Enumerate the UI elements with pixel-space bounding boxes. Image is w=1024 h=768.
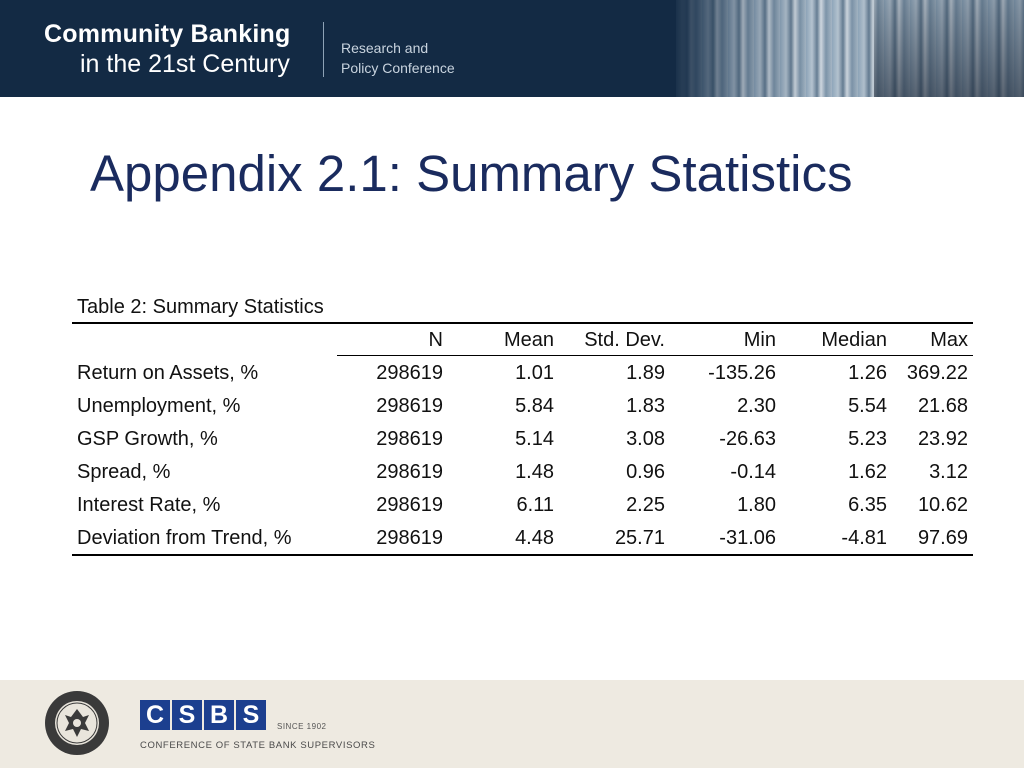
table-cell: 21.68 (917, 395, 968, 417)
column-header: N (428, 329, 443, 351)
table-cell: -31.06 (719, 527, 776, 549)
brand-subtitle: in the 21st Century (80, 50, 290, 78)
table-cell: 5.23 (848, 428, 887, 450)
table-cell: 6.11 (516, 494, 554, 516)
table-cell: 23.92 (917, 428, 968, 450)
table-cell: 1.01 (515, 362, 554, 384)
column-header: Max (930, 329, 968, 351)
csbs-logo-letter: B (204, 700, 234, 730)
table-caption: Table 2: Summary Statistics (77, 296, 324, 318)
csbs-logo-letter: S (172, 700, 202, 730)
header-banner (0, 0, 1024, 97)
brand-title: Community Banking (44, 20, 291, 48)
table-cell: -26.63 (719, 428, 776, 450)
federal-reserve-seal-icon (43, 689, 111, 757)
summary-statistics-table (72, 324, 973, 555)
table-cell: 1.62 (848, 461, 887, 483)
table-cell: -135.26 (708, 362, 776, 384)
table-cell: 25.71 (614, 527, 665, 549)
table-cell: 298619 (376, 362, 443, 384)
column-header: Std. Dev. (584, 329, 665, 351)
table-row (72, 522, 973, 555)
table-cell: 5.14 (515, 428, 554, 450)
table-cell: 369.22 (906, 362, 968, 384)
table-cell: 5.54 (848, 395, 887, 417)
table-cell: 6.35 (848, 494, 887, 516)
table-cell: 4.48 (515, 527, 554, 549)
table-cell: 298619 (376, 395, 443, 417)
table-header-row (72, 324, 973, 357)
table-cell: 2.25 (626, 494, 665, 516)
table-row (72, 456, 973, 489)
table-cell: 298619 (376, 461, 443, 483)
column-header: Median (821, 329, 887, 351)
table-cell: 5.84 (515, 395, 554, 417)
conference-line-1: Research and (341, 40, 429, 56)
table-cell: 1.89 (626, 362, 665, 384)
column-header: Mean (503, 329, 554, 351)
page-title: Appendix 2.1: Summary Statistics (90, 145, 853, 202)
table-bottom-rule (72, 554, 973, 556)
table-row (72, 390, 973, 423)
column-header: Min (743, 329, 776, 351)
table-cell: 1.80 (737, 494, 776, 516)
row-label: Spread, % (77, 461, 171, 483)
table-cell: 1.48 (515, 461, 554, 483)
row-label: Deviation from Trend, % (77, 527, 292, 549)
table-cell: 298619 (376, 527, 443, 549)
table-row (72, 489, 973, 522)
row-label: Interest Rate, % (77, 494, 221, 516)
brand-divider (323, 22, 324, 77)
csbs-since-text: SINCE 1902 (277, 722, 327, 731)
table-cell: 1.26 (848, 362, 887, 384)
table-cell: 0.96 (626, 461, 665, 483)
table-cell: 3.12 (929, 461, 968, 483)
row-label: GSP Growth, % (77, 428, 218, 450)
row-label: Unemployment, % (77, 395, 241, 417)
table-row (72, 423, 973, 456)
csbs-logo-letter: C (140, 700, 170, 730)
table-cell: 2.30 (737, 395, 776, 417)
row-label: Return on Assets, % (77, 362, 259, 384)
table-row (72, 357, 973, 390)
csbs-logo-letter: S (236, 700, 266, 730)
table-cell: 10.62 (917, 494, 968, 516)
table-cell: 298619 (376, 428, 443, 450)
header-blank (72, 324, 337, 357)
table-cell: 3.08 (626, 428, 665, 450)
table-cell: -4.81 (841, 527, 887, 549)
table-cell: 298619 (376, 494, 443, 516)
banner-building-photo (676, 0, 1024, 97)
table-cell: -0.14 (730, 461, 776, 483)
table-cell: 1.83 (626, 395, 665, 417)
table-cell: 97.69 (917, 527, 968, 549)
conference-line-2: Policy Conference (341, 60, 455, 76)
csbs-full-name: CONFERENCE OF STATE BANK SUPERVISORS (140, 740, 376, 751)
